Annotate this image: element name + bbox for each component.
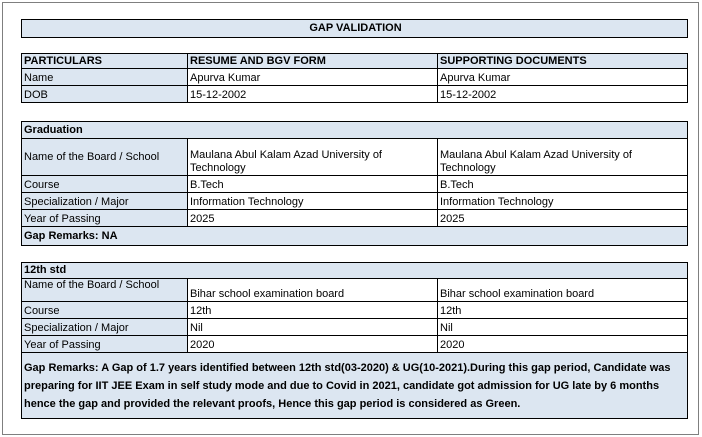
resume-value: Information Technology [188, 193, 438, 210]
row-label: Year of Passing [22, 210, 188, 227]
docs-value: Information Technology [438, 193, 688, 210]
table-row [22, 69, 688, 86]
table-row [22, 302, 688, 319]
table-row [22, 319, 688, 336]
personal-table [21, 53, 688, 103]
header-row [22, 54, 688, 69]
row-label: Name [22, 69, 188, 86]
table-row [22, 176, 688, 193]
row-label: Name of the Board / School [22, 139, 188, 176]
docs-value: Maulana Abul Kalam Azad University of Technology [438, 139, 688, 176]
twelfth-gap-remarks: Gap Remarks: A Gap of 1.7 years identified between 12th std(03-2020) & UG(10-2021).During this gap period, Candidate was preparing for IIT JEE Exam in self study mode and due to Covid in 2021, candidate got admission for UG late by 6 months hence the gap and provided the relevant proofs, Hence this gap period is considered as Green. [22, 353, 688, 419]
resume-value: Nil [188, 319, 438, 336]
table-row [22, 86, 688, 103]
docs-value: B.Tech [438, 176, 688, 193]
docs-value: 15-12-2002 [438, 86, 688, 103]
title-table [21, 19, 688, 38]
docs-value: Nil [438, 319, 688, 336]
resume-value: B.Tech [188, 176, 438, 193]
resume-value: 12th [188, 302, 438, 319]
docs-value: Apurva Kumar [438, 69, 688, 86]
graduation-gap-remarks: Gap Remarks: NA [22, 227, 688, 246]
docs-value: 12th [438, 302, 688, 319]
twelfth-table [21, 262, 688, 419]
docs-value: 2020 [438, 336, 688, 353]
row-label: Course [22, 302, 188, 319]
row-label: Year of Passing [22, 336, 188, 353]
table-row [22, 210, 688, 227]
table-row [22, 139, 688, 176]
resume-value: 2025 [188, 210, 438, 227]
resume-value: Apurva Kumar [188, 69, 438, 86]
twelfth-section-title: 12th std [22, 263, 688, 279]
resume-value: 2020 [188, 336, 438, 353]
row-label: Specialization / Major [22, 193, 188, 210]
docs-value: 2025 [438, 210, 688, 227]
docs-value: Bihar school examination board [438, 279, 688, 302]
row-label: Name of the Board / School [22, 279, 188, 302]
table-row [22, 336, 688, 353]
graduation-table [21, 121, 688, 246]
row-label: Course [22, 176, 188, 193]
page-title: GAP VALIDATION [22, 20, 688, 38]
header-docs: SUPPORTING DOCUMENTS [438, 54, 688, 69]
header-particulars: PARTICULARS [22, 54, 188, 69]
resume-value: Maulana Abul Kalam Azad University of Technology [188, 139, 438, 176]
row-label: DOB [22, 86, 188, 103]
header-resume: RESUME AND BGV FORM [188, 54, 438, 69]
row-label: Specialization / Major [22, 319, 188, 336]
resume-value: 15-12-2002 [188, 86, 438, 103]
resume-value: Bihar school examination board [188, 279, 438, 302]
table-row [22, 279, 688, 302]
graduation-section-title: Graduation [22, 122, 688, 139]
table-row [22, 193, 688, 210]
